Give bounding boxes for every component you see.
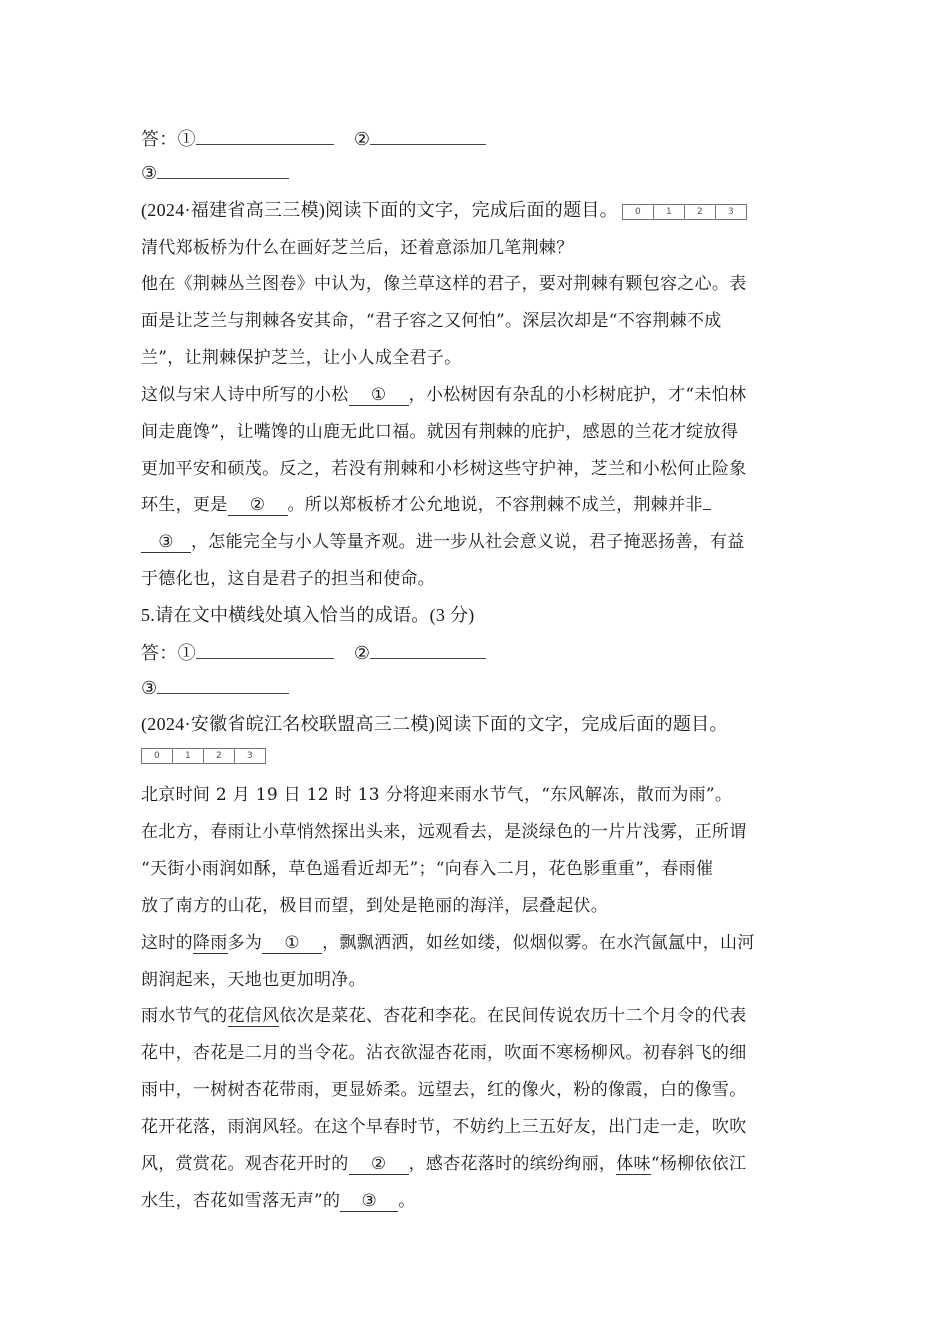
fill-blank-1[interactable]: ① bbox=[349, 385, 409, 406]
marker-3: ③ bbox=[141, 678, 158, 698]
passage1-line: 更加平安和硕茂。反之，若没有荆棘和小杉树这些守护神，芝兰和小松何止险象 bbox=[141, 459, 747, 479]
passage2-line bbox=[141, 928, 755, 958]
text: 。 bbox=[398, 1191, 416, 1211]
text: 多为 bbox=[227, 933, 263, 953]
passage2-line: “天街小雨润如酥，草色遥看近却无”；“向春入二月，花色影重重”，春雨催 bbox=[141, 859, 714, 879]
answer-blank-2[interactable] bbox=[370, 126, 486, 145]
question-5: 5.请在文中横线处填入恰当的成语。(3 分) bbox=[141, 605, 475, 625]
passage2-line: 北京时间 2 月 19 日 12 时 13 分将迎来雨水节气，“东风解冻，散而为雨”。 bbox=[141, 785, 733, 805]
marker-2: ② bbox=[353, 129, 371, 149]
answer-blank-3[interactable] bbox=[157, 160, 289, 179]
text: ，飘飘洒洒，如丝如缕，似烟似雾。在水汽氤氲中，山河 bbox=[322, 933, 755, 953]
passage2-source: (2024·安徽省皖江名校联盟高三二模)阅读下面的文字，完成后面的题目。 bbox=[141, 714, 728, 734]
score-box[interactable] bbox=[141, 748, 266, 764]
underlined-term: 降雨 bbox=[192, 933, 228, 953]
text: “杨柳依依江 bbox=[650, 1154, 747, 1174]
score-2[interactable]: 2 bbox=[685, 205, 716, 219]
score-0[interactable]: 0 bbox=[623, 205, 654, 219]
answer-line-1 bbox=[141, 124, 486, 154]
text: 水生，杏花如雪落无声”的 bbox=[141, 1191, 341, 1211]
passage1-line bbox=[141, 490, 711, 520]
marker-2: ② bbox=[353, 643, 371, 663]
answer-line-1 bbox=[141, 638, 486, 668]
source-text: (2024·福建省高三三模)阅读下面的文字，完成后面的题目。 bbox=[141, 200, 618, 220]
passage1-line: 于德化也，这自是君子的担当和使命。 bbox=[141, 569, 436, 589]
passage1-line bbox=[141, 527, 745, 557]
fill-blank-3[interactable]: ③ bbox=[141, 532, 191, 553]
passage2-line bbox=[141, 1186, 416, 1216]
passage1-line: 间走鹿馋”，让嘴馋的山鹿无此口福。就因有荆棘的庇护，感恩的兰花才绽放得 bbox=[141, 422, 739, 442]
underlined-term: 花信风 bbox=[227, 1006, 280, 1026]
answer-label: 答： bbox=[141, 129, 178, 149]
passage2-line bbox=[141, 1149, 746, 1179]
text: 这时的 bbox=[141, 933, 193, 953]
score-2[interactable]: 2 bbox=[204, 749, 235, 763]
passage2-line bbox=[141, 1001, 747, 1031]
fill-blank-3-start[interactable] bbox=[703, 509, 711, 510]
answer-blank-1[interactable] bbox=[196, 126, 334, 145]
text: ，怎能完全与小人等量齐观。进一步从社会意义说，君子掩恶扬善，有益 bbox=[191, 532, 745, 552]
score-0[interactable]: 0 bbox=[142, 749, 173, 763]
passage2-line: 朗润起来，天地也更加明净。 bbox=[141, 970, 366, 990]
underlined-term: 体味 bbox=[616, 1154, 651, 1174]
text: 这似与宋人诗中所写的小松 bbox=[141, 385, 349, 405]
text: ，小松树因有杂乱的小杉树庇护，才“未怕林 bbox=[408, 385, 747, 405]
fill-blank-2[interactable]: ② bbox=[228, 495, 288, 516]
passage1-line: 兰”，让荆棘保护芝兰，让小人成全君子。 bbox=[141, 348, 462, 368]
passage1-line: 他在《荆棘丛兰图卷》中认为，像兰草这样的君子，要对荆棘有颗包容之心。表 bbox=[141, 274, 747, 294]
text: 依次是菜花、杏花和李花。在民间传说农历十二个月令的代表 bbox=[279, 1006, 747, 1026]
text: 雨水节气的 bbox=[141, 1006, 228, 1026]
fill-blank-3[interactable]: ③ bbox=[340, 1191, 398, 1212]
score-3[interactable]: 3 bbox=[246, 750, 254, 761]
answer-line-2 bbox=[141, 673, 289, 703]
marker-1: ① bbox=[177, 129, 196, 149]
passage2-line: 雨中，一树树杏花带雨，更显娇柔。远望去，红的像火，粉的像霞，白的像雪。 bbox=[141, 1080, 747, 1100]
text: 风，赏赏花。观杏花开时的 bbox=[141, 1154, 349, 1174]
marker-1: ① bbox=[177, 643, 196, 663]
answer-blank-2[interactable] bbox=[370, 640, 486, 659]
passage1-line bbox=[141, 380, 746, 410]
answer-blank-1[interactable] bbox=[196, 640, 334, 659]
fill-blank-2[interactable]: ② bbox=[349, 1154, 409, 1175]
passage2-line: 在北方，春雨让小草悄然探出头来，远观看去，是淡绿色的一片片浅雾，正所谓 bbox=[141, 822, 747, 842]
score-1[interactable]: 1 bbox=[654, 205, 685, 219]
passage2-line: 花中，杏花是二月的当令花。沾衣欲湿杏花雨，吹面不寒杨柳风。初春斜飞的细 bbox=[141, 1043, 747, 1063]
passage2-scorebox-line bbox=[141, 740, 266, 770]
text: 。所以郑板桥才公允地说，不容荆棘不成兰，荆棘并非 bbox=[287, 495, 703, 515]
answer-line-2 bbox=[141, 158, 289, 188]
passage1-source bbox=[141, 195, 747, 225]
text: 环生，更是 bbox=[141, 495, 228, 515]
answer-blank-3[interactable] bbox=[157, 675, 289, 694]
passage1-line: 面是让芝兰与荆棘各安其命，“君子容之又何怕”。深层次却是“不容荆棘不成 bbox=[141, 311, 722, 331]
passage2-line: 花开花落，雨润风轻。在这个早春时节，不妨约上三五好友，出门走一走，吹吹 bbox=[141, 1117, 747, 1137]
passage2-line: 放了南方的山花，极目而望，到处是艳丽的海洋，层叠起伏。 bbox=[141, 896, 609, 916]
fill-blank-1[interactable]: ① bbox=[262, 933, 322, 954]
answer-label: 答： bbox=[141, 643, 178, 663]
marker-3: ③ bbox=[141, 163, 158, 183]
text: ，感杏花落时的缤纷绚丽， bbox=[408, 1154, 617, 1174]
score-3[interactable]: 3 bbox=[727, 206, 734, 217]
score-box[interactable] bbox=[622, 204, 747, 220]
passage1-line: 清代郑板桥为什么在画好芝兰后，还着意添加几笔荆棘？ bbox=[141, 238, 574, 258]
score-1[interactable]: 1 bbox=[173, 749, 204, 763]
